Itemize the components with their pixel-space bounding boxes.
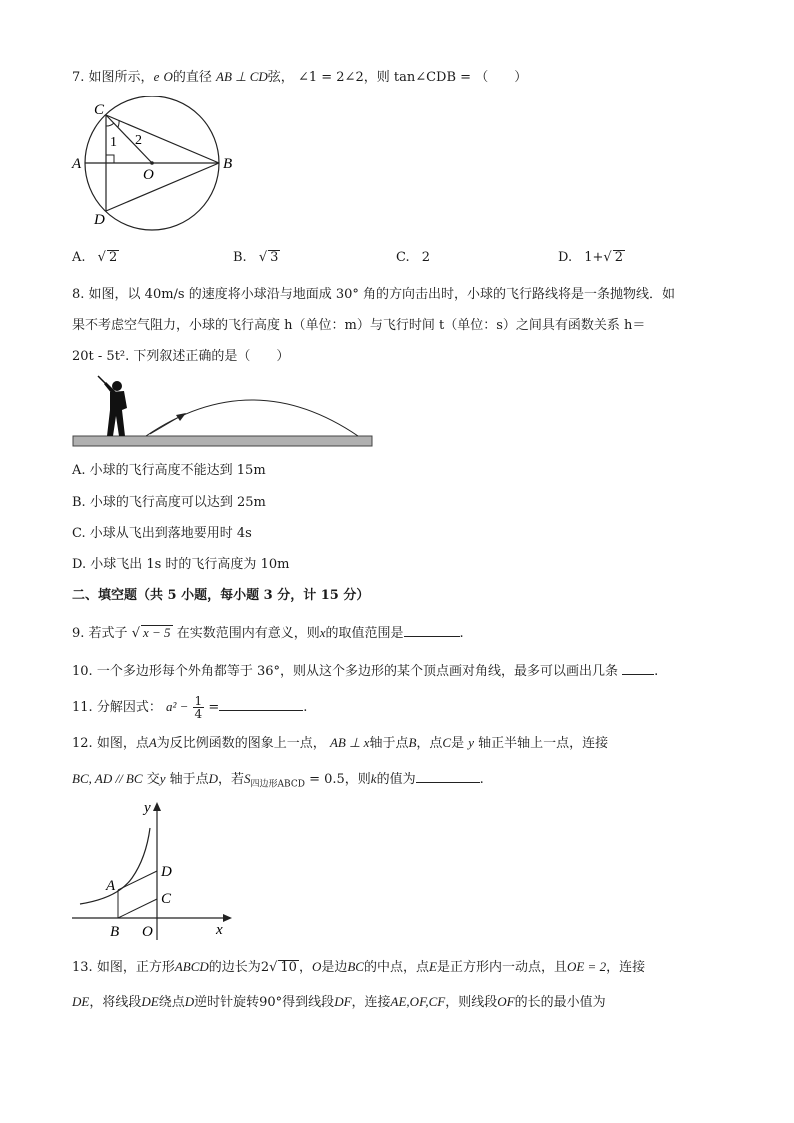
q8-line-1 — [72, 286, 675, 304]
q7-target: tan∠CDB — [393, 70, 457, 85]
q12-area-value: = 0.5 — [304, 772, 345, 787]
q7-text-d: 弦， — [267, 70, 294, 85]
q13-text-2l: ，则线段 — [445, 995, 498, 1010]
q12-area-s: S — [244, 771, 251, 786]
q13-text-2f: 逆时针旋转 — [194, 995, 260, 1010]
label-angle-2: 2 — [135, 133, 142, 148]
q13-side-radicand: 10 — [280, 960, 297, 975]
q13-bc: BC — [347, 959, 364, 974]
q12-text-1b: 为反比例函数的图象上一点， — [156, 736, 326, 751]
q7-circle-figure — [68, 96, 243, 236]
q13-angle: 90° — [259, 995, 283, 1010]
q12-k: k — [370, 771, 377, 786]
label-d: D — [94, 212, 105, 228]
q12-bc-ad: BC, AD // BC — [72, 771, 143, 786]
q7-option-b-radicand: 3 — [270, 250, 279, 265]
q12-point-a: A — [148, 735, 157, 750]
q7-option-b-letter: B. — [233, 250, 247, 265]
q12-answer-blank[interactable] — [416, 769, 480, 783]
q11-end: . — [303, 700, 308, 715]
q12-text-1a: 如图，点 — [96, 736, 149, 751]
q7-option-c[interactable] — [396, 250, 430, 265]
q13-text-1b: 的边长为 — [208, 960, 261, 975]
q13-segments: AE,OF,CF — [390, 994, 446, 1009]
segment-bc — [118, 899, 157, 918]
y-axis-arrow — [153, 802, 161, 811]
q13-oe: OE = 2 — [566, 959, 607, 974]
q13-text-1f: 是正方形内一动点，且 — [436, 960, 567, 975]
q12-graph-figure — [68, 798, 238, 946]
q9-var: x — [319, 625, 326, 640]
label-angle-1: 1 — [110, 135, 117, 150]
q12-text-2f: 的值为 — [376, 772, 416, 787]
q11-expr: a² − — [165, 699, 189, 714]
q7-option-a-radicand: 2 — [108, 250, 118, 265]
angle-1-arc — [106, 123, 114, 126]
label-b: B — [110, 924, 120, 940]
q7-option-c-value: 2 — [421, 250, 431, 265]
q7-option-d-prefix: 1+ — [584, 250, 604, 265]
label-o: O — [142, 924, 153, 940]
q7-option-a-letter: A. — [72, 250, 86, 265]
q8-line-2: 果不考虑空气阻力，小球的飞行高度 h（单位：m）与飞行时间 t（单位：s）之间具有函数关系 h＝ — [72, 318, 646, 333]
q12-text-2b: 交 — [146, 772, 160, 787]
q9-radicand: x − 5 — [143, 625, 171, 640]
q7-option-d-radicand: 2 — [614, 250, 623, 265]
q7-circle-symbol: e — [153, 69, 160, 84]
q10-end: . — [654, 664, 659, 679]
q13-of: OF — [497, 994, 515, 1009]
q7-angle-relation: ∠1 = 2∠2 — [297, 70, 364, 85]
q13-text-2d: 绕点 — [158, 995, 185, 1010]
q13-text-2j: ，连接 — [351, 995, 391, 1010]
q13-d: D — [184, 994, 195, 1009]
q7-text-c: 的直径 — [172, 70, 212, 85]
q12-text-2e: ，则 — [344, 772, 371, 787]
q7-number: 7. — [72, 70, 85, 85]
segment-ad — [118, 871, 157, 890]
label-y: y — [144, 800, 151, 816]
q11-equals: = — [204, 700, 220, 715]
q13-df: DF — [334, 994, 352, 1009]
q13-de-1: DE — [72, 994, 90, 1009]
q12-text-1f: 轴正半轴上一点，连接 — [478, 736, 609, 751]
q7-option-a[interactable]: A. √ 2 — [72, 250, 118, 265]
q13-text-2n: 的长的最小值为 — [514, 995, 606, 1010]
q13-text-1c: ， — [298, 960, 312, 975]
q12-text-1e: 是 — [451, 736, 465, 751]
q7-option-d[interactable]: D. 1+√ 2 — [558, 250, 623, 265]
q8-line-3: 20t - 5t². 下列叙述正确的是（ ） — [72, 349, 290, 364]
section-2-title: 二、填空题（共 5 小题，每小题 3 分，计 15 分） — [72, 588, 370, 603]
q12-text-1c: 轴于点 — [369, 736, 409, 751]
segment-db — [106, 163, 219, 211]
q7-text-f: = （ ） — [456, 70, 528, 85]
q9-text-a: 若式子 — [88, 626, 128, 641]
label-a: A — [72, 156, 82, 172]
q13-abcd: ABCD — [174, 959, 209, 974]
q8-number: 8. — [72, 287, 85, 302]
q12-text-2d: ，若 — [218, 772, 245, 787]
q12-end: . — [479, 772, 484, 787]
q8-golf-figure — [72, 374, 374, 450]
q11-stem — [72, 695, 307, 720]
q12-line-1 — [72, 734, 608, 753]
launch-arrowhead — [176, 413, 186, 421]
q10-text: 一个多边形每个外角都等于 36°，则从这个多边形的某个顶点画对角线，最多可以画出几条 — [96, 664, 619, 679]
q12-y-axis-2: y — [159, 771, 166, 786]
q9-stem: 9. 若式子 √ x − 5 在实数范围内有意义，则x的取值范围是 . — [72, 625, 464, 641]
label-a: A — [106, 878, 116, 894]
q7-option-c-letter: C. — [396, 250, 410, 265]
q9-text-c: 的取值范围是 — [325, 626, 404, 641]
right-angle-mark — [106, 155, 114, 163]
q8-option-b[interactable]: B. 小球的飞行高度可以达到 25m — [72, 495, 266, 510]
q8-text-1: 如图，以 40m/s 的速度将小球沿与地面成 30° 角的方向击出时，小球的飞行路线将是一条抛物线．如 — [88, 287, 676, 302]
q13-text-2h: 得到线段 — [282, 995, 335, 1010]
q13-o: O — [311, 959, 322, 974]
q7-text-e: ，则 — [363, 70, 390, 85]
q11-answer-blank[interactable] — [219, 697, 303, 711]
label-c: C — [161, 891, 172, 907]
q7-option-d-letter: D. — [558, 250, 573, 265]
q12-text-2c: 轴于点 — [169, 772, 209, 787]
label-c: C — [94, 102, 105, 118]
q9-number: 9. — [72, 626, 85, 641]
q13-line-2 — [72, 993, 606, 1012]
q13-text-1e: 的中点，点 — [363, 960, 429, 975]
golfer-silhouette-icon — [98, 376, 127, 436]
q12-point-d: D — [208, 771, 219, 786]
x-axis-arrow — [223, 914, 232, 922]
q7-option-b[interactable]: B. √ 3 — [233, 250, 279, 265]
q12-text-1d: ，点 — [416, 736, 443, 751]
q9-text-b: 在实数范围内有意义，则 — [176, 626, 320, 641]
label-o: O — [143, 167, 154, 183]
q13-e: E — [429, 959, 437, 974]
q12-point-c: C — [442, 735, 452, 750]
q12-area-subscript: 四边形ABCD — [250, 779, 305, 790]
q9-end: . — [459, 626, 464, 641]
q13-text-1g: ，连接 — [606, 960, 646, 975]
q10-number: 10. — [72, 664, 93, 679]
q11-number: 11. — [72, 700, 93, 715]
q7-ab-cd: AB ⊥ CD — [216, 69, 268, 84]
q7-text-a: 如图所示， — [88, 70, 154, 85]
q11-fraction-denominator: 4 — [194, 707, 203, 721]
q10-answer-blank[interactable] — [622, 661, 654, 675]
q7-stem — [72, 68, 527, 87]
q13-text-2b: ，将线段 — [89, 995, 142, 1010]
q11-fraction-numerator: 1 — [194, 694, 203, 708]
q10-stem — [72, 661, 658, 681]
q13-side-coef: 2 — [260, 960, 270, 975]
q9-answer-blank[interactable] — [404, 623, 460, 637]
q12-point-b: B — [408, 735, 417, 750]
q13-de-2: DE — [141, 994, 159, 1009]
q12-line-2 — [72, 769, 484, 794]
label-b: B — [223, 156, 233, 172]
label-x: x — [216, 922, 223, 938]
ground — [73, 436, 372, 446]
q8-option-d[interactable]: D. 小球飞出 1s 时的飞行高度为 10m — [72, 557, 290, 572]
q8-option-c[interactable]: C. 小球从飞出到落地要用时 4s — [72, 526, 252, 541]
q13-number: 13. — [72, 960, 93, 975]
q13-text-1d: 是边 — [321, 960, 348, 975]
q7-circle-o: O — [163, 69, 173, 84]
segment-cb — [106, 115, 219, 163]
angle-2-arc — [118, 120, 119, 127]
q8-option-a[interactable]: A. 小球的飞行高度不能达到 15m — [72, 463, 266, 478]
q13-text-1a: 如图，正方形 — [96, 960, 175, 975]
q12-y-axis: y — [468, 735, 475, 750]
q12-ab-x: AB ⊥ x — [329, 735, 370, 750]
q11-text: 分解因式： — [96, 700, 162, 715]
center-point — [150, 161, 154, 165]
q11-fraction — [193, 695, 205, 720]
q13-line-1: 13. 如图，正方形ABCD的边长为2√ 10 ，O是边BC的中点，点E是正方形内一动点，且OE = 2，连接 — [72, 959, 646, 975]
q12-number: 12. — [72, 736, 93, 751]
label-d: D — [161, 864, 172, 880]
